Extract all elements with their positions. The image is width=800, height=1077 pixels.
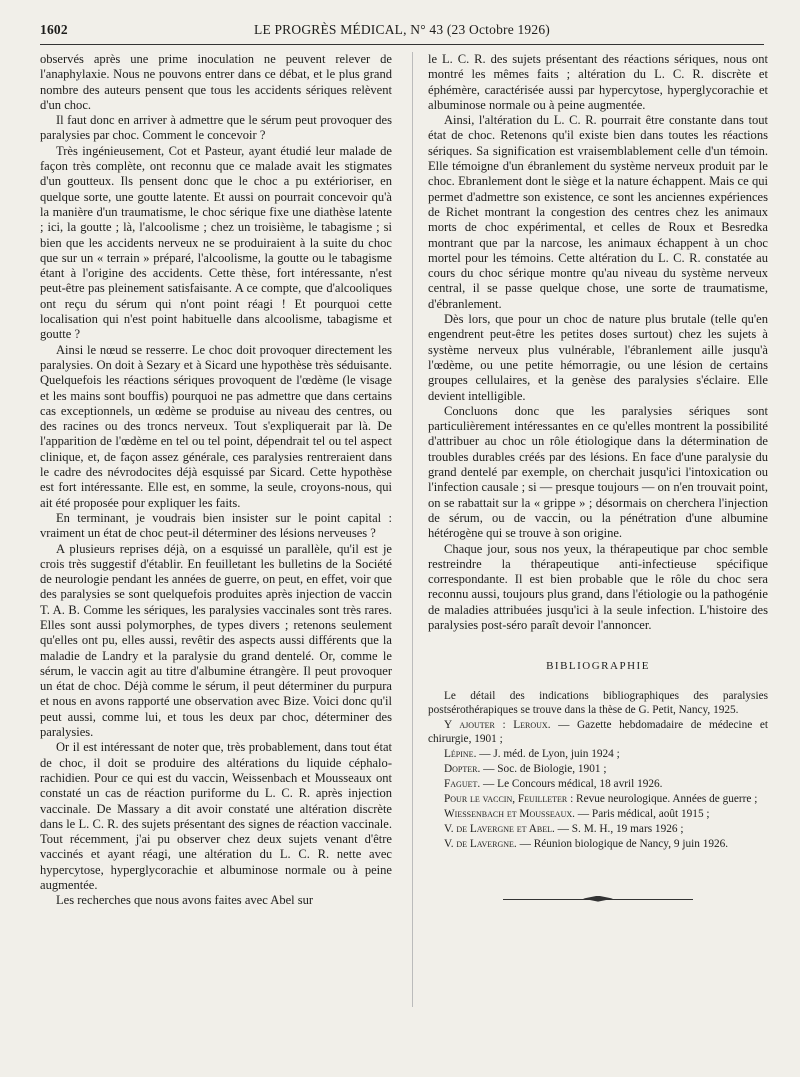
left-column (40, 52, 392, 909)
paragraph: Ainsi, l'altération du L. C. R. pourrait être constante dans tout état de choc. Retenons qu'il existe bien dans toutes les réactions sériques. Sa signification est vraisemblablement celle d'un témoin. Elle témoigne d'un ébranlement du système nerveux produit par le choc. Ebranlement dont le siège et la nature échappent. Mais ce qui permet d'admettre son existence, ce sont les anciennes expériences de Richet montrant la congestion des centres chez les animaux morts de choc expérimental, et celles de Roux et Besredka montrant que par la narcose, les animaux échappent à un choc mortel pour les témoins. Cette altération du L. C. R. constatée au cours du choc sérique montre qu'au niveau du système nerveux central, il se passe quelque chose, une sorte de traumatisme, d'ébranlement. (428, 113, 768, 311)
bibliography-source: — Soc. de Biologie, 1901 ; (480, 762, 607, 775)
header-rule (40, 44, 764, 45)
bibliography-author: Wiessenbach et Mousseaux. (444, 807, 575, 820)
bibliography-author: Y ajouter : Leroux. (444, 718, 551, 731)
bibliography-author: Dopter. (444, 762, 481, 775)
journal-title: LE PROGRÈS MÉDICAL, N° 43 (23 Octobre 1926) (254, 22, 550, 37)
bibliography-entry (428, 822, 768, 836)
page-number: 1602 (40, 22, 68, 37)
page-header (40, 20, 764, 44)
bibliography-entry (428, 792, 768, 806)
paragraph: Ainsi le nœud se resserre. Le choc doit provoquer directement les paralysies. On doit à Sezary et à Sicard une hypothèse très séduisante. Quelquefois les réactions sériques provoquent de l'œdème (le visage et les mains sont bouffis) pourquoi ne pas admettre que dans certains cas exceptionnels, un œdème se produise au niveau des centres, ou des racines ou des troncs nerveux. Tout s'expliquerait par là. De l'apparition de l'œdème en tel ou tel point, dépendrait tel ou tel aspect clinique, et, de façon assez générale, ces paralysies rentreraient dans le cadre des névrodocites déjà esquissé par Sicard. Cette hypothèse est fort intéressante. Elle est, en somme, la seule, croyons-nous, qui ait été proposée pour expliquer les faits. (40, 342, 392, 510)
paragraph: Chaque jour, sous nos yeux, la thérapeutique par choc semble restreindre la thérapeutique anti-infectieuse spécifique correspondante. Il est bien probable que le rôle du choc sera reconnu aussi, toujours plus grand, dans l'étiologie ou la pathogénie de maladies attribuées jusqu'ici à la seule infection. L'histoire des paralysies post-séro paraît devoir l'annoncer. (428, 541, 768, 632)
ornament-diamond (583, 896, 613, 902)
bibliography-title: BIBLIOGRAPHIE (546, 660, 650, 673)
bibliography-source: — Réunion biologique de Nancy, 9 juin 1926. (516, 837, 729, 850)
bibliography (428, 689, 768, 851)
bibliography-entry (428, 762, 768, 776)
bibliography-entries (428, 718, 768, 851)
bibliography-author: V. de Lavergne. (444, 837, 517, 850)
bibliography-entry (428, 718, 768, 746)
bibliography-author: Pour le vaccin, Feuilleter : (444, 792, 574, 805)
paragraph: En terminant, je voudrais bien insister sur le point capital : vraiment un état de choc peut-il déterminer des lésions nerveuses ? (40, 510, 392, 541)
bibliography-source: — Paris médical, août 1915 ; (574, 807, 710, 820)
bibliography-entry (428, 747, 768, 761)
paragraph: Très ingénieusement, Cot et Pasteur, ayant étudié leur malade de façon très complète, ont reconnu que ce malade avait les stigmates d'un goutteux. Ils pensent donc que le choc a pu extérioriser, en quelque sorte, une goutte latente. Et aussi on pourrait concevoir qu'à la manière d'un traumatisme, le choc sérique fixe une diathèse latente ; ici, la goutte ; là, l'alcoolisme ; chez un troisième, le tabagisme ; si bien que les accidents nerveux ne se produiraient à la suite du choc que sur un « terrain » préparé, l'alcoolisme, la goutte ou le tabagisme étant à l'origine des accidents. Cette thèse, fort intéressante, n'est peut-être pas pleinement satisfaisante. A ce compte, que d'alcooliques ont reçu du sérum qui n'ont point réagi ! Et pourquoi cette localisation qui n'est point habituelle dans alcoolisme, tabagisme et goutte ? (40, 143, 392, 342)
paragraph: observés après une prime inoculation ne peuvent relever de l'anaphylaxie. Nous ne pouvons entrer dans ce débat, et le plus grand nombre des auteurs pensent que tous les accidents sériques relèvent d'un choc. (40, 52, 392, 112)
paragraph: le L. C. R. des sujets présentant des réactions sériques, nous ont montré les mêmes faits ; altération du L. C. R. discrète et éphémère, caractérisée aussi par hypercytose, hyperglycorachie et albuminose normale ou à peine augmentée. (428, 52, 768, 112)
right-column (428, 52, 768, 905)
bibliography-author: Lépine. (444, 747, 477, 760)
bibliography-source: — S. M. H., 19 mars 1926 ; (554, 822, 684, 835)
bibliography-source: — J. méd. de Lyon, juin 1924 ; (476, 747, 620, 760)
bibliography-source: — Gazette hebdomadaire de médecine et chirurgie, 1901 ; (428, 718, 768, 745)
right-column-text (428, 52, 768, 633)
bibliography-entry (428, 807, 768, 821)
bibliography-source: Revue neurologique. Années de guerre ; (573, 792, 758, 805)
bibliography-author: Faguet. (444, 777, 481, 790)
paragraph: A plusieurs reprises déjà, on a esquissé un parallèle, qu'il est je crois très suggestif d'établir. En feuilletant les bulletins de la Société de neurologie pendant les années de guerre, on peut, en effet, voir que des paralysies se sont quelquefois produites après injection de vaccin T. A. B. Comme les sériques, les paralysies vaccinales sont très rares. Elles sont aussi polymorphes, de types divers ; retenons seulement qu'elles ont pu, elles aussi, revêtir des aspects aussi différents que la maladie de Landry et la paralysie du grand dentelé. Or, comme le sérum, le vaccin agit au titre d'albumine étrangère. Il peut provoquer un état de choc. Déjà comme le sérum, il peut déterminer du purpura et nous en avons rapporté une observation avec Bize. Voici donc qu'il peut aussi, comme lui, et tous les deux par choc, déterminer des paralysies. (40, 541, 392, 740)
paragraph: Les recherches que nous avons faites avec Abel sur (56, 893, 314, 908)
bibliography-source: — Le Concours médical, 18 avril 1926. (480, 777, 663, 790)
bibliography-entry (428, 777, 768, 791)
paragraph: Il faut donc en arriver à admettre que le sérum peut provoquer des paralysies par choc. Comment le concevoir ? (40, 113, 392, 143)
end-ornament (503, 895, 693, 905)
column-divider (412, 52, 413, 1007)
bibliography-author: V. de Lavergne et Abel. (444, 822, 555, 835)
paragraph: Or il est intéressant de noter que, très probablement, dans tout état de choc, il doit se produire des altérations du liquide céphalo-rachidien. Pour ce qui est du vaccin, Weissenbach et Mousseaux ont constaté un cas de réaction puriforme du L. C. R. après injection vaccinale. De Massary a dit avoir constaté une altération discrète dans le L. C. R. des sujets présentant des signes de réaction vaccinale. Tout récemment, j'ai pu observer chez deux sujets venant d'être vaccinés et ayant réagi, une altération du L. C. R. nette avec hypercytose, hyperglycorachie et albuminose normale ou à peine augmentée. (40, 740, 392, 893)
paragraph: Concluons donc que les paralysies sériques sont particulièrement intéressantes en ce qu'elles montrent la possibilité d'attribuer au choc un rôle étiologique dans la détermination de troubles durables créés par des lésions. En face d'une paralysie du grand dentelé par exemple, on cherchait jusqu'ici l'intoxication ou l'infection causale ; si — presque toujours — on n'en trouvait point, on se rabattait sur la « grippe » ; désormais on cherchera l'injection de sérum, ou de vaccin, ou la pénétration d'une albumine hétérogène qui se trouve à son origine. (428, 403, 768, 541)
paragraph: Dès lors, que pour un choc de nature plus brutale (telle qu'en engendrent peut-être les petites doses surtout) chez les sujets à système nerveux plus vulnérable, l'ébranlement aille jusqu'à l'œdème, ou une petite hémorragie, ou une lésion de certains groupes cellulaires, et la genèse des paralysies s'éclaire. Elle devient intelligible. (428, 312, 768, 403)
bibliography-intro: Le détail des indications bibliographiques des paralysies postsérothérapiques se trouve dans la thèse de G. Petit, Nancy, 1925. (428, 689, 768, 716)
bibliography-entry (428, 837, 768, 851)
